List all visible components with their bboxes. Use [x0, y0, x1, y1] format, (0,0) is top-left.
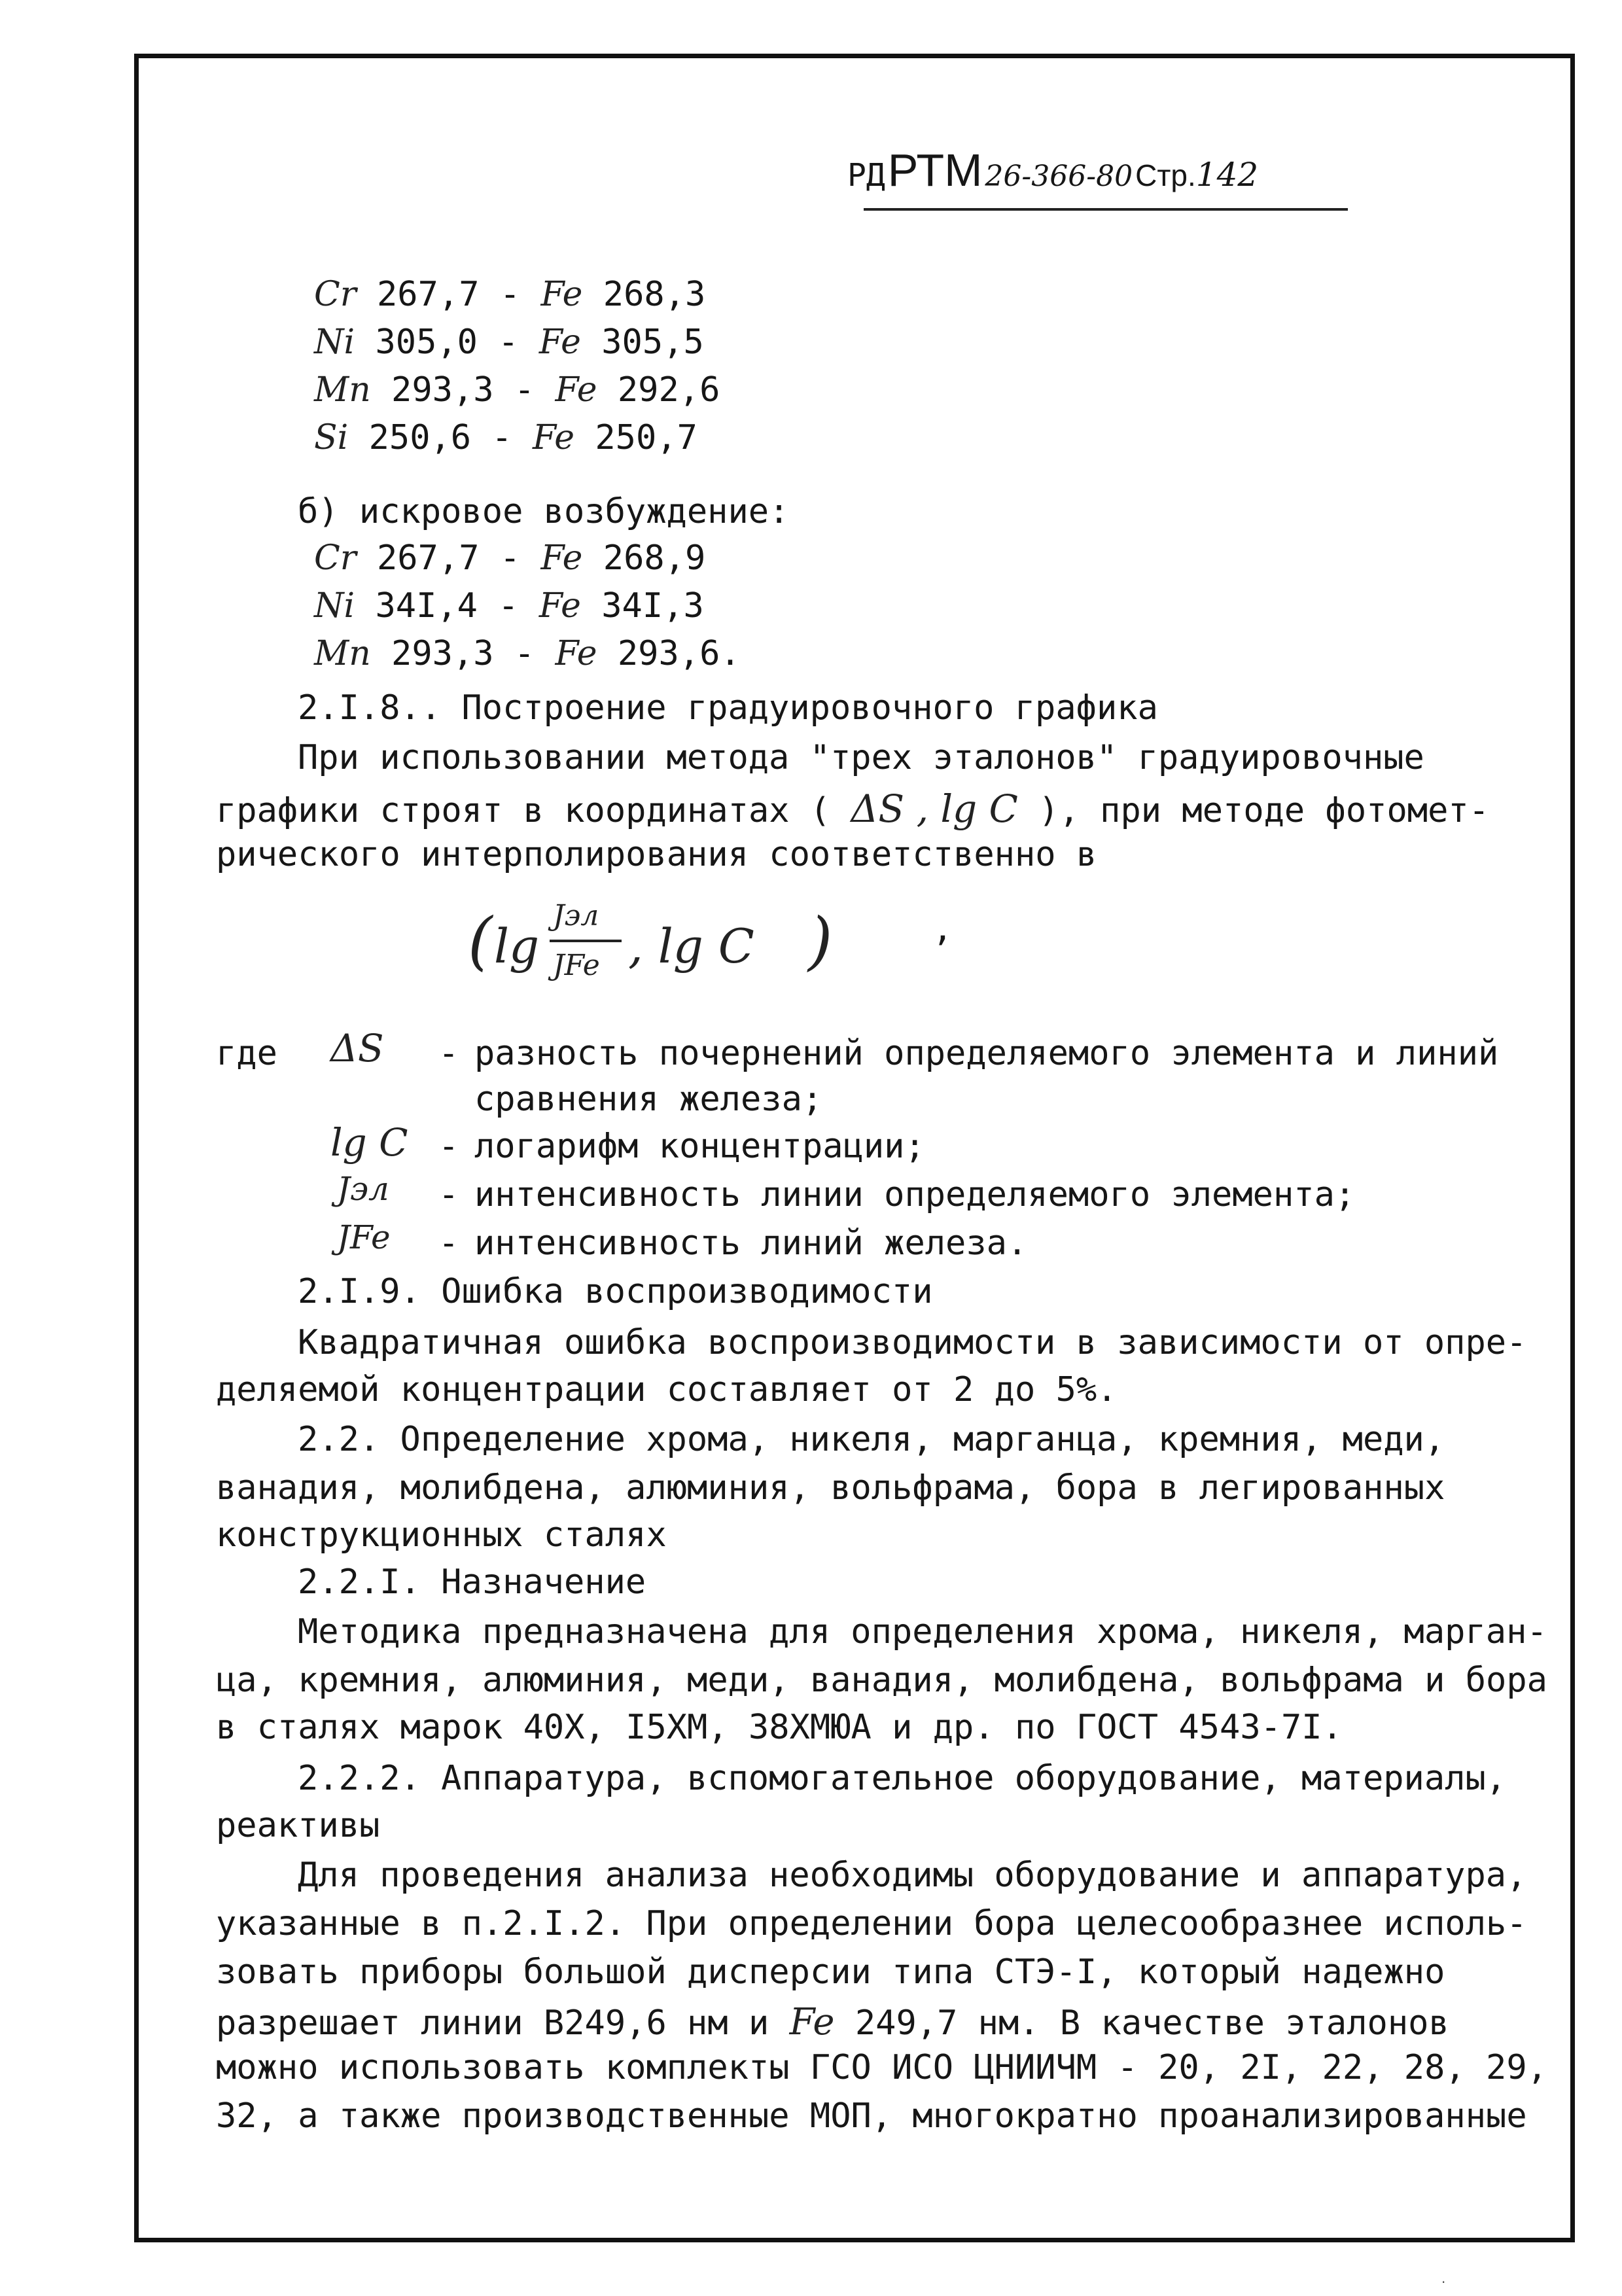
definition-text: интенсивность линий железа. — [474, 1224, 1028, 1263]
definition-text: разность почернений определяемого элемента и линий — [474, 1034, 1499, 1073]
element-wavelength: 293,3 — [391, 634, 494, 673]
definition-symbol: ΔS — [330, 1026, 384, 1070]
paragraph-line: деляемой концентрации составляет от 2 до 5%. — [216, 1370, 1118, 1409]
element-symbol: Mn — [314, 370, 371, 410]
spark-excitation-heading: б) искровое возбуждение: — [298, 492, 790, 531]
paragraph-line: ванадия, молибдена, алюминия, вольфрама, бора в легированных — [216, 1468, 1445, 1508]
header-code: РТМ — [887, 145, 983, 196]
section-heading-continuation: реактивы — [216, 1806, 380, 1845]
definition-symbol: JFe — [337, 1218, 391, 1256]
reference-wavelength: 293,6. — [617, 634, 741, 673]
paragraph-text: графики строят в координатах ( — [216, 791, 831, 830]
paragraph-line — [216, 2001, 1449, 2043]
paragraph-text: разрешает линии В249,6 нм и — [216, 2004, 769, 2043]
formula-numerator: Jэл — [553, 899, 599, 932]
element-symbol: Cr — [314, 275, 357, 314]
reference-wavelength: 250,7 — [595, 418, 697, 457]
paragraph-line: в сталях марок 40Х, I5ХМ, 38ХМЮА и др. по ГОСТ 4543-7I. — [216, 1708, 1343, 1747]
element-symbol: Mn — [314, 634, 371, 673]
reference-wavelength: 305,5 — [601, 323, 704, 362]
section-heading: 2.I.8.. Построение градуировочного графика — [298, 688, 1158, 728]
element-symbol: Ni — [314, 586, 355, 626]
definition-dash: - — [438, 1224, 459, 1263]
reference-wavelength: 268,9 — [603, 539, 706, 578]
paragraph-line: рического интерполирования соответственно в — [216, 835, 1097, 874]
definition-dash: - — [438, 1127, 459, 1166]
spectral-pair-row: Cr 267,7 - Fe 268,9 — [314, 539, 706, 578]
paragraph-line: Квадратичная ошибка воспроизводимости в зависимости от опре- — [298, 1323, 1527, 1362]
definition-text-continuation: сравнения железа; — [474, 1080, 823, 1119]
frame-border-left — [134, 54, 139, 2242]
formula-close-paren: ) — [808, 904, 833, 978]
spectral-pair-row: Si 250,6 - Fe 250,7 — [314, 418, 697, 457]
reference-symbol: Fe — [555, 370, 597, 410]
paragraph-line — [216, 786, 1489, 831]
formula-trailing-comma: , — [932, 910, 953, 949]
paragraph-line: При использовании метода "трех эталонов" градуировочные — [298, 738, 1424, 777]
header-underline — [864, 208, 1348, 211]
element-symbol: Ni — [314, 323, 355, 362]
element-wavelength: 267,7 — [376, 539, 480, 578]
reference-wavelength: 268,3 — [603, 275, 706, 314]
paragraph-line: указанные в п.2.I.2. При определении бора целесообразнее исполь- — [216, 1904, 1527, 1943]
element-wavelength: 267,7 — [376, 275, 480, 314]
paragraph-text: 249,7 нм. В качестве эталонов — [855, 2004, 1449, 2043]
element-wavelength: 250,6 — [368, 418, 472, 457]
paragraph-line: зовать приборы большой дисперсии типа СТЭ-I, который надежно — [216, 1952, 1445, 1992]
reference-symbol: Fe — [538, 323, 581, 362]
section-heading: 2.2.2. Аппаратура, вспомогательное оборудование, материалы, — [298, 1759, 1507, 1798]
paragraph-line: ца, кремния, алюминия, меди, ванадия, молибдена, вольфрама и бора — [216, 1661, 1547, 1700]
formula-lg: lg — [494, 919, 540, 974]
reference-symbol: Fe — [555, 634, 597, 673]
paragraph-line: можно использовать комплекты ГСО ИСО ЦНИИЧМ - 20, 2I, 22, 28, 29, — [216, 2048, 1547, 2087]
formula-open-paren: ( — [468, 904, 493, 978]
paragraph-text: ), при методе фотомет- — [1038, 791, 1489, 830]
where-label: где — [216, 1034, 277, 1073]
formula-coordinates — [468, 890, 834, 995]
frame-border-right — [1570, 54, 1575, 2242]
element-wavelength: 305,0 — [375, 323, 478, 362]
page-header — [847, 144, 1258, 196]
definition-dash: - — [438, 1175, 459, 1214]
definition-symbol: Jэл — [337, 1170, 389, 1208]
section-heading: 2.2. Определение хрома, никеля, марганца, кремния, меди, — [298, 1420, 1445, 1459]
definition-text: логарифм концентрации; — [474, 1127, 925, 1166]
definition-dash: - — [438, 1034, 459, 1073]
spectral-pair-row: Mn 293,3 - Fe 293,6. — [314, 634, 741, 673]
element-symbol: Si — [314, 418, 349, 457]
reference-wavelength: 292,6 — [617, 370, 720, 410]
element-wavelength: 34I,4 — [375, 586, 478, 626]
header-prefix: РД — [847, 157, 885, 194]
paragraph-line: 32, а также производственные МОП, многократно проанализированные — [216, 2096, 1527, 2136]
coordinates-handwritten: ΔS , lg C — [851, 786, 1018, 831]
iron-symbol-handwritten: Fe — [789, 2001, 835, 2043]
formula-fraction-bar — [550, 940, 622, 942]
scan-speck: · — [1441, 2274, 1446, 2290]
frame-border-top — [134, 54, 1575, 58]
paragraph-line: Для проведения анализа необходимы оборудование и аппаратура, — [298, 1856, 1527, 1895]
spectral-pair-row: Cr 267,7 - Fe 268,3 — [314, 275, 706, 314]
spectral-pair-row: Mn 293,3 - Fe 292,6 — [314, 370, 720, 410]
header-page-number: 142 — [1195, 156, 1259, 194]
header-page-label: Стр. — [1135, 158, 1196, 192]
reference-symbol: Fe — [533, 418, 575, 457]
definition-symbol: lg C — [330, 1120, 408, 1165]
spectral-pair-row: Ni 34I,4 - Fe 34I,3 — [314, 586, 704, 626]
reference-symbol: Fe — [538, 586, 581, 626]
paragraph-line: конструкционных сталях — [216, 1515, 667, 1555]
element-symbol: Cr — [314, 539, 357, 578]
definition-text: интенсивность линии определяемого элемента; — [474, 1175, 1356, 1214]
formula-denominator: JFe — [553, 949, 600, 982]
reference-wavelength: 34I,3 — [601, 586, 704, 626]
paragraph-line: Методика предназначена для определения хрома, никеля, марган- — [298, 1612, 1547, 1651]
section-heading: 2.2.I. Назначение — [298, 1563, 646, 1602]
spectral-pair-row: Ni 305,0 - Fe 305,5 — [314, 323, 704, 362]
reference-symbol: Fe — [540, 539, 583, 578]
element-wavelength: 293,3 — [391, 370, 494, 410]
section-heading: 2.I.9. Ошибка воспроизводимости — [298, 1272, 933, 1311]
header-number: 26-366-80 — [985, 160, 1133, 193]
reference-symbol: Fe — [540, 275, 583, 314]
frame-border-bottom — [134, 2238, 1575, 2242]
formula-tail: , lg C — [628, 919, 754, 974]
